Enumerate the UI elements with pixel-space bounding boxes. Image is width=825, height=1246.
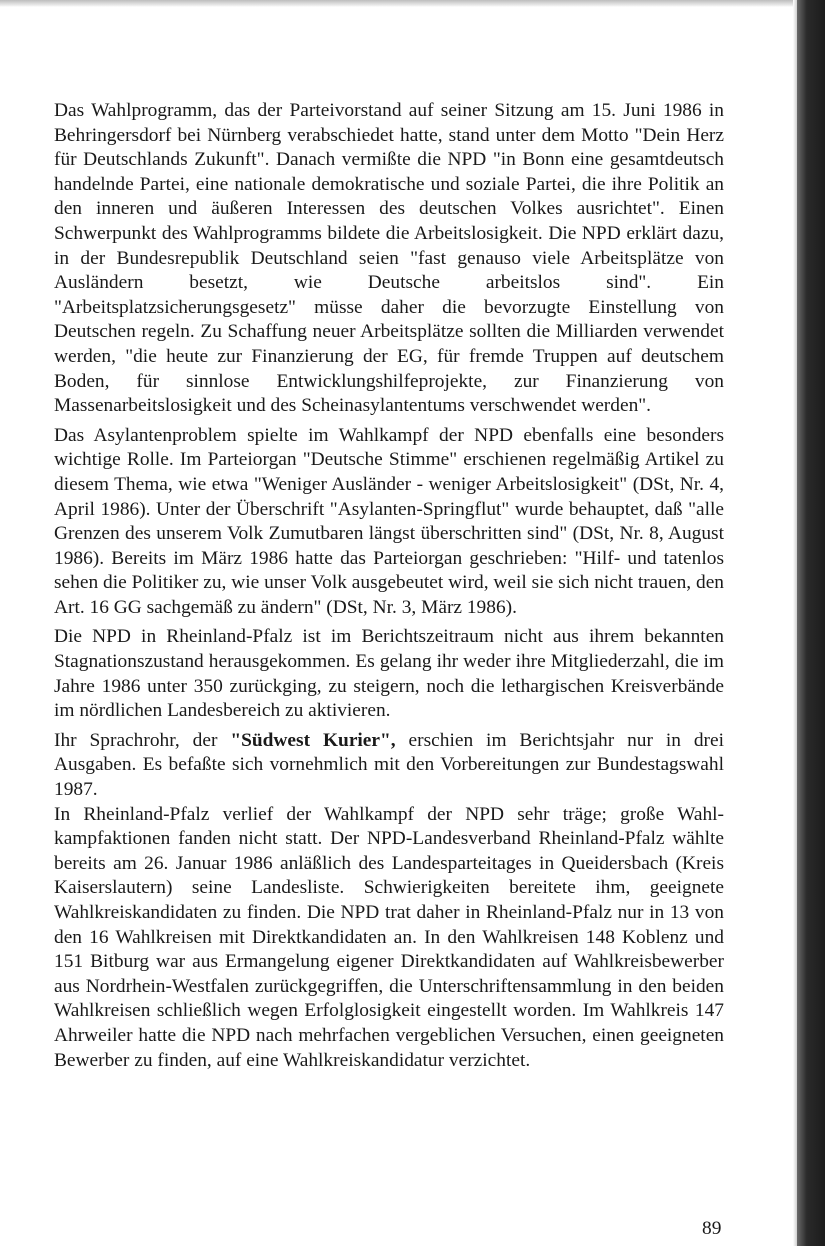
page-number: 89	[702, 1218, 722, 1239]
kurier-text-after: erschien im Berichtsjahr nur in drei Ausgaben. Es befaßte sich vornehmlich mit den Vorbereitungen zur Bundestagswahl 1987.	[54, 729, 724, 801]
paragraph-npd-rheinland-pfalz: Die NPD in Rheinland-Pfalz ist im Berichtszeitraum nicht aus ihrem bekannten Stagnationszustand herausgekommen. Es gelang ihr weder ihre Mitgliederzahl, die im Jahre 1986 unter 350 zurückging, zu steigern, noch die lethargischen Kreisverbände im nördlichen Landesbereich zu aktivieren.	[54, 626, 724, 722]
paragraph-asylantenproblem: Das Asylantenproblem spielte im Wahlkampf der NPD ebenfalls eine besonders wichtige Rolle. Im Parteiorgan "Deutsche Stimme" erschienen regelmäßig Artikel zu diesem Thema, wie etwa "Weniger Ausländer - weniger Arbeitslosigkeit" (DSt, Nr. 4, April 1986). Unter der Überschrift "Asylanten-Springflut" wurde behauptet, daß "alle Grenzen des unserem Volk Zumutbaren längst überschritten sind" (DSt, Nr. 8, August 1986). Bereits im März 1986 hatte das Parteiorgan geschrieben: "Hilf- und tatenlos sehen die Politiker zu, wie unser Volk ausgebeutet wird, weil sie sich nicht trauen, den Art. 16 GG sachgemäß zu ändern" (DSt, Nr. 3, März 1986).	[54, 424, 724, 618]
body-text	[54, 99, 724, 1078]
paragraph-wahlprogramm: Das Wahlprogramm, das der Parteivorstand auf seiner Sitzung am 15. Juni 1986 in Behringersdorf bei Nürnberg verabschiedet hatte, stand unter dem Motto "Dein Herz für Deutschlands Zukunft". Danach vermißte die NPD "in Bonn eine gesamtdeutsch handelnde Partei, eine nationale demokratische und soziale Partei, die ihre Politik an den inneren und äußeren Interessen des deutschen Volkes ausrichtet". Einen Schwerpunkt des Wahlprogramms bildete die Arbeitslosigkeit. Die NPD erklärt dazu, in der Bundesrepublik Deutschland seien "fast genauso viele Arbeitsplätze von Ausländern besetzt, wie Deutsche arbeitslos sind". Ein "Arbeitsplatzsicherungsgesetz" müsse daher die bevorzugte Einstellung von Deutschen regeln. Zu Schaffung neuer Arbeitsplätze sollten die Milliarden verwendet werden, "die heute zur Finanzierung der EG, für fremde Truppen auf deutschem Boden, für sinnlose Entwicklungshilfeprojekte, zur Finanzierung von Massenarbeitslosigkeit und des Scheinasylantentums verschwendet werden".	[54, 100, 724, 417]
paragraph-wahlkampf: In Rheinland-Pfalz verlief der Wahlkampf der NPD sehr träge; große Wahlkampfaktionen fanden nicht statt. Der NPD-Landesverband Rheinland-Pfalz wählte bereits am 26. Januar 1986 anläßlich des Landesparteitages in Queidersbach (Kreis Kaiserslautern) seine Landesliste. Schwierigkeiten bereitete ihm, geeignete Wahlkreiskandidaten zu finden. Die NPD trat daher in Rheinland-Pfalz nur in 13 von den 16 Wahlkreisen mit Direktkandidaten an. In den Wahlkreisen 148 Koblenz und 151 Bitburg war aus Ermangelung eigener Direktkandidaten auf Wahlkreisbewerber aus Nordrhein-Westfalen zurückgegriffen, die Unterschriftensammlung in den beiden Wahlkreisen schließlich wegen Erfolglosigkeit eingestellt worden. Im Wahlkreis 147 Ahrweiler hatte die NPD nach mehrfachen vergeblichen Versuchen, einen geeigneten Bewerber zu finden, auf eine Wahlkreiskandidatur verzichtet.	[54, 803, 724, 1071]
kurier-text-before: Ihr Sprachrohr, der	[54, 729, 231, 751]
page-top-edge	[0, 0, 795, 7]
paragraph-suedwest-kurier	[54, 729, 724, 803]
book-binding-shadow	[797, 0, 825, 1246]
kurier-title-bold: "Südwest Kurier",	[230, 729, 396, 751]
